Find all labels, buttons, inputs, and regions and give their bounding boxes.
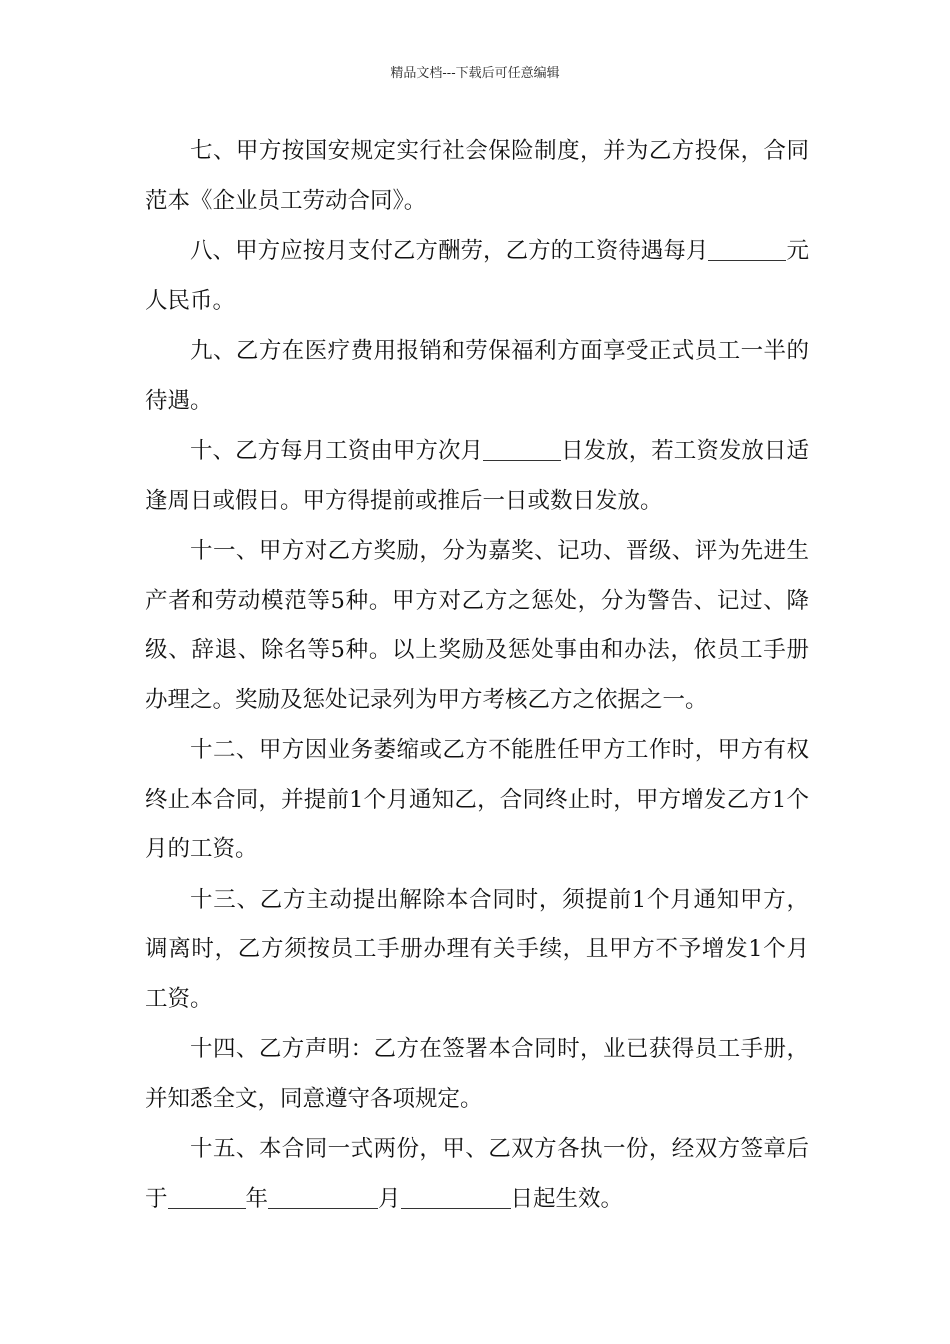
clause-15-seg-year: 年 bbox=[245, 1185, 269, 1212]
clause-15-seg-yu: 于 bbox=[145, 1185, 168, 1212]
clause-15 bbox=[145, 1125, 809, 1224]
clause-10-text-after: 日发放，若工资发放日适逢周日或假日。甲方得提前或推后一日或数日发放。 bbox=[145, 438, 809, 514]
clause-10 bbox=[145, 427, 809, 526]
day-blank bbox=[401, 1185, 511, 1209]
month-blank bbox=[268, 1185, 378, 1209]
clause-11: 十一、甲方对乙方奖励，分为嘉奖、记功、晋级、评为先进生产者和劳动模范等5种。甲方对乙方之惩处，分为警告、记过、降级、辞退、除名等5种。以上奖励及惩处事由和办法，依员工手册办理之。奖励及惩处记录列为甲方考核乙方之依据之一。 bbox=[145, 538, 809, 713]
document-body bbox=[145, 127, 809, 1225]
clause-8-text-before: 八、甲方应按月支付乙方酬劳，乙方的工资待遇每月 bbox=[190, 238, 709, 264]
payday-blank bbox=[483, 438, 561, 462]
clause-10-text-before: 十、乙方每月工资由甲方次月 bbox=[190, 438, 484, 464]
clause-8 bbox=[145, 227, 809, 326]
clause-12: 十二、甲方因业务萎缩或乙方不能胜任甲方工作时，甲方有权终止本合同，并提前1个月通知乙，合同终止时，甲方增发乙方1个月的工资。 bbox=[145, 737, 809, 862]
page-header: 精品文档---下载后可任意编辑 bbox=[390, 66, 560, 81]
clause-7: 七、甲方按国安规定实行社会保险制度，并为乙方投保，合同范本《企业员工劳动合同》。 bbox=[145, 138, 809, 214]
clause-13: 十三、乙方主动提出解除本合同时，须提前1个月通知甲方，调离时，乙方须按员工手册办理有关手续，且甲方不予增发1个月工资。 bbox=[145, 886, 809, 1012]
clause-9: 九、乙方在医疗费用报销和劳保福利方面享受正式员工一半的待遇。 bbox=[145, 338, 809, 414]
clause-14: 十四、乙方声明：乙方在签署本合同时，业已获得员工手册，并知悉全文，同意遵守各项规定。 bbox=[145, 1036, 809, 1112]
clause-15-seg-month: 月 bbox=[378, 1185, 401, 1212]
year-blank bbox=[168, 1185, 246, 1209]
salary-blank bbox=[708, 238, 786, 262]
clause-15-seg-day: 日起生效。 bbox=[510, 1185, 624, 1212]
clause-8-text-after: 元人民币。 bbox=[145, 238, 809, 314]
clause-15-text: 十五、本合同一式两份，甲、乙双方各执一份，经双方签章后 bbox=[190, 1136, 809, 1162]
